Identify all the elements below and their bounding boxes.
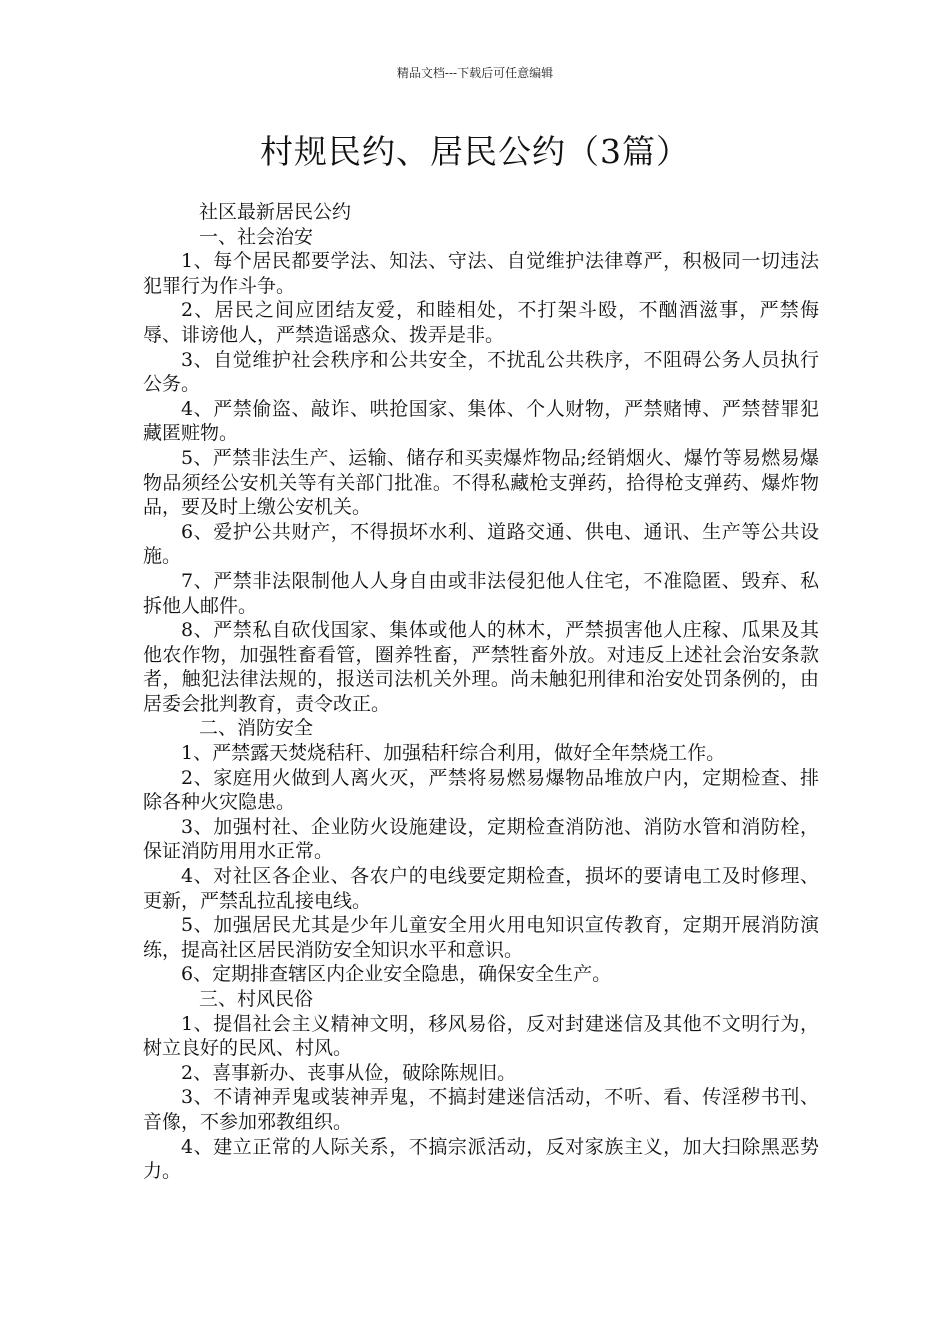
paragraph: 7、严禁非法限制他人人身自由或非法侵犯他人住宅，不准隐匿、毁弃、私拆他人邮件。 <box>143 569 819 617</box>
document-title: 村规民约、居民公约（3篇） <box>260 132 690 171</box>
paragraph: 4、对社区各企业、各农户的电线要定期检查，损坏的要请电工及时修理、更新，严禁乱拉乱接电线。 <box>143 865 819 912</box>
paragraph: 1、严禁露天焚烧秸秆、加强秸秆综合利用，做好全年禁烧工作。 <box>181 742 726 765</box>
paragraph: 2、居民之间应团结友爱，和睦相处，不打架斗殴，不酗酒滋事，严禁侮辱、诽谤他人，严禁造谣惑众、拨弄是非。 <box>143 299 819 346</box>
section-heading: 一、社会治安 <box>199 225 314 248</box>
paragraph: 4、建立正常的人际关系，不搞宗派活动，反对家族主义，加大扫除黑恶势力。 <box>143 1135 819 1183</box>
paragraph: 1、提倡社会主义精神文明，移风易俗，反对封建迷信及其他不文明行为，树立良好的民风、村风。 <box>143 1012 819 1060</box>
section-heading: 二、消防安全 <box>199 717 314 740</box>
paragraph: 2、家庭用火做到人离火灭，严禁将易燃易爆物品堆放户内，定期检查、排除各种火灾隐患。 <box>143 766 819 814</box>
paragraph: 3、加强村社、企业防火设施建设，定期检查消防池、消防水管和消防栓，保证消防用用水正常。 <box>143 815 819 863</box>
paragraph: 5、加强居民尤其是少年儿童安全用火用电知识宣传教育，定期开展消防演练，提高社区居民消防安全知识水平和意识。 <box>143 914 819 961</box>
paragraph: 6、定期排查辖区内企业安全隐患，确保安全生产。 <box>181 963 612 986</box>
section-heading: 三、村风民俗 <box>199 988 314 1010</box>
paragraph: 5、严禁非法生产、运输、储存和买卖爆炸物品;经销烟火、爆竹等易燃易爆物品须经公安机关等有关部门批准。不得私藏枪支弹药，拾得枪支弹药、爆炸物品，要及时上缴公安机关。 <box>143 446 819 519</box>
paragraph: 4、严禁偷盗、敲诈、哄抢国家、集体、个人财物，严禁赌博、严禁替罪犯藏匿赃物。 <box>143 397 819 445</box>
paragraph: 3、自觉维护社会秩序和公共安全，不扰乱公共秩序，不阻碍公务人员执行公务。 <box>143 348 819 396</box>
paragraph: 1、每个居民都要学法、知法、守法、自觉维护法律尊严，积极同一切违法犯罪行为作斗争。 <box>143 250 819 297</box>
paragraph: 2、喜事新办、丧事从俭，破除陈规旧。 <box>181 1061 517 1084</box>
subtitle: 社区最新居民公约 <box>199 201 352 223</box>
header-note: 精品文档---下载后可任意编辑 <box>396 66 554 80</box>
document-body <box>143 200 819 1184</box>
paragraph: 3、不请神弄鬼或装神弄鬼，不搞封建迷信活动，不听、看、传淫秽书刊、音像，不参加邪教组织。 <box>143 1086 819 1133</box>
paragraph: 6、爱护公共财产，不得损坏水利、道路交通、供电、通讯、生产等公共设施。 <box>143 520 819 568</box>
paragraph: 8、严禁私自砍伐国家、集体或他人的林木，严禁损害他人庄稼、瓜果及其他农作物，加强牲畜看管，圈养牲畜，严禁牲畜外放。对违反上述社会治安条款者，触犯法律法规的，报送司法机关外理。尚未触犯刑律和治安处罚条例的，由居委会批判教育，责令改正。 <box>143 619 819 715</box>
